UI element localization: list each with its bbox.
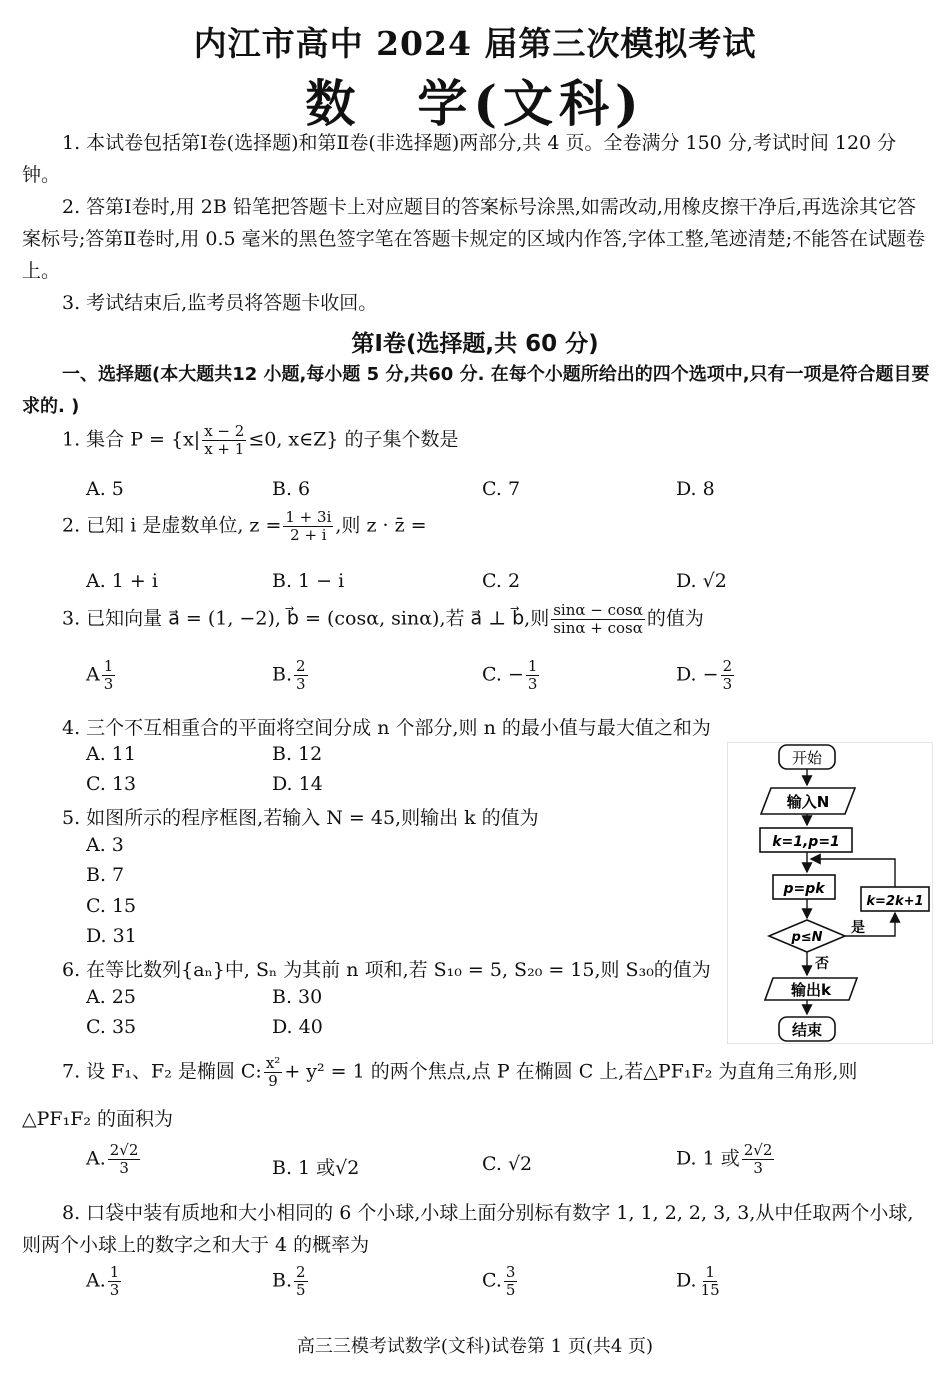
q7-a-den: 3 (119, 1159, 129, 1177)
q8-a-num: 1 (109, 1263, 120, 1281)
q3-fraction (551, 602, 645, 637)
q8-c-frac (504, 1264, 518, 1299)
flow-init-text: k=1,p=1 (772, 834, 840, 850)
q3-frac-den: sinα + cosα (553, 619, 643, 637)
q2-option-c: C. 2 (482, 570, 521, 592)
subject-title: 数 学(文科) (305, 74, 645, 133)
instruction-2: 2. 答第Ⅰ卷时,用 2B 铅笔把答题卡上对应题目的答案标号涂黑,如需改动,用橡皮擦干净后,再选涂其它答案标号;答第Ⅱ卷时,用 0.5 毫米的黑色签字笔在答题卡规定的区域内作答,字体工整,笔迹清楚;不能答在试题卷上。 (22, 196, 926, 282)
q2-option-d-sqrt: √2 (702, 570, 727, 592)
program-flowchart (727, 742, 933, 1044)
q3-option-d (676, 658, 736, 693)
flow-cond-text: p≤N (791, 930, 823, 945)
q7-option-b: B. 1 或√2 (272, 1157, 360, 1179)
q8-option-d (676, 1264, 724, 1299)
question-6: 6. 在等比数列{aₙ}中, Sₙ 为其前 n 项和,若 S₁₀ = 5, S₂₀ = 15,则 S₃₀的值为 (62, 959, 711, 981)
q7-suffix: + y² = 1 的两个焦点,点 P 在椭圆 C 上,若△PF₁F₂ 为直角三角形,则 (284, 1060, 858, 1083)
q3-option-c (482, 658, 541, 693)
question-3 (62, 602, 704, 637)
flow-start-text: 开始 (791, 749, 823, 767)
q3-a-label: A (86, 663, 100, 686)
q7-d-label: D. 1 或 (676, 1147, 740, 1170)
q7-a-label: A. (86, 1147, 106, 1170)
q3-b-label: B. (272, 663, 293, 686)
q8-c-num: 3 (505, 1263, 516, 1281)
q4-option-c: C. 13 (86, 773, 137, 795)
q8-b-frac (294, 1264, 308, 1299)
q6-option-b: B. 30 (272, 986, 323, 1008)
instruction-1: 1. 本试卷包括第Ⅰ卷(选择题)和第Ⅱ卷(非选择题)两部分,共 4 页。全卷满分 150 分,考试时间 120 分钟。 (22, 132, 897, 186)
q8-a-label: A. (86, 1269, 106, 1292)
question-1 (62, 423, 459, 458)
question-8: 8. 口袋中装有质地和大小相同的 6 个小球,小球上面分别标有数字 1, 1, 2, 2, 3, 3,从中任取两个小球,则两个小球上的数字之和大于 4 的概率为 (22, 1202, 914, 1256)
q7-option-d (676, 1142, 776, 1177)
q3-frac-num: sinα − cosα (553, 601, 643, 619)
exam-title: 内江市高中 2024 届第三次模拟考试 (193, 24, 757, 63)
flow-update-text: k=2k+1 (866, 894, 924, 909)
q3-c-label: C. − (482, 663, 524, 686)
q5-option-c: C. 15 (86, 895, 137, 917)
q8-d-den: 15 (700, 1281, 720, 1299)
q8-c-label: C. (482, 1269, 502, 1292)
q7-line2: △PF₁F₂ 的面积为 (22, 1108, 174, 1130)
q6-option-c: C. 35 (86, 1016, 137, 1038)
q3-option-a (86, 658, 117, 693)
q3-suffix: 的值为 (646, 607, 704, 630)
q3-c-frac (526, 658, 540, 693)
q8-b-label: B. (272, 1269, 293, 1292)
q7-frac-num: x² (265, 1054, 281, 1072)
q7-option-c: C. √2 (482, 1153, 533, 1175)
q3-a-den: 3 (103, 675, 114, 693)
q1-option-c: C. 7 (482, 478, 521, 500)
q2-frac-num: 1 + 3i (285, 508, 332, 526)
q2-frac-den: 2 + i (290, 526, 327, 544)
q5-option-a: A. 3 (86, 834, 124, 856)
q5-option-d: D. 31 (86, 925, 137, 947)
q8-option-a (86, 1264, 123, 1299)
q8-d-frac (699, 1264, 722, 1299)
q6-option-a: A. 25 (86, 986, 136, 1008)
q7-d-num: 2√2 (743, 1141, 773, 1159)
q2-suffix: ,则 z · z̄ = (335, 514, 427, 537)
question-4: 4. 三个不互相重合的平面将空间分成 n 个部分,则 n 的最小值与最大值之和为 (62, 717, 711, 739)
q6-option-d: D. 40 (272, 1016, 323, 1038)
section-intro: 一、选择题(本大题共12 小题,每小题 5 分,共60 分. 在每个小题所给出的四个选项中,只有一项是符合题目要求的. ) (22, 364, 930, 417)
q8-c-den: 5 (505, 1281, 516, 1299)
q1-prefix: 1. 集合 P = {x| (62, 428, 201, 451)
q3-option-b (272, 658, 310, 693)
q7-option-a (86, 1142, 142, 1177)
q2-fraction (283, 509, 333, 544)
q7-fraction (264, 1055, 282, 1090)
q1-option-b: B. 6 (272, 478, 311, 500)
q4-option-a: A. 11 (86, 743, 136, 765)
section-title: 第Ⅰ卷(选择题,共 60 分) (351, 331, 599, 357)
q8-a-frac (108, 1264, 122, 1299)
q3-c-den: 3 (527, 675, 538, 693)
q8-a-den: 3 (109, 1281, 120, 1299)
q8-b-den: 5 (296, 1281, 306, 1299)
q3-b-num: 2 (296, 657, 306, 675)
q3-b-frac (294, 658, 308, 693)
q1-suffix: ≤0, x∈Z} 的子集个数是 (248, 428, 459, 451)
q1-option-a: A. 5 (86, 478, 124, 500)
q3-a-frac (102, 658, 116, 693)
flow-input-text: 输入N (786, 793, 830, 811)
q8-option-c (482, 1264, 519, 1299)
q8-d-num: 1 (705, 1263, 715, 1281)
flow-end-text: 结束 (791, 1021, 823, 1039)
q7-prefix: 7. 设 F₁、F₂ 是椭圆 C: (62, 1060, 262, 1083)
q3-b-den: 3 (296, 675, 306, 693)
q2-option-b: B. 1 − i (272, 570, 345, 592)
q7-d-den: 3 (753, 1159, 763, 1177)
q7-frac-den: 9 (268, 1072, 278, 1090)
flow-yes-label: 是 (851, 920, 865, 936)
q7-d-frac (742, 1142, 775, 1177)
q8-d-label: D. (676, 1269, 697, 1292)
q1-fraction (202, 423, 246, 458)
q3-d-frac (721, 658, 735, 693)
q8-b-num: 2 (296, 1263, 306, 1281)
q3-d-num: 2 (722, 657, 733, 675)
q8-option-b (272, 1264, 310, 1299)
q2-option-d (676, 570, 727, 592)
flow-no-label: 否 (815, 956, 829, 972)
page-footer: 高三三模考试数学(文科)试卷第 1 页(共4 页) (296, 1336, 654, 1357)
instruction-3: 3. 考试结束后,监考员将答题卡收回。 (62, 292, 378, 314)
q3-prefix: 3. 已知向量 a⃗ = (1, −2), b⃗ = (cosα, sinα),若 a⃗ ⊥ b⃗,则 (62, 607, 550, 630)
flow-mult-text: p=pk (783, 881, 825, 897)
question-2 (62, 509, 427, 544)
q3-a-num: 1 (103, 657, 114, 675)
q1-option-d: D. 8 (676, 478, 715, 500)
q4-option-d: D. 14 (272, 773, 323, 795)
question-5: 5. 如图所示的程序框图,若输入 N = 45,则输出 k 的值为 (62, 807, 539, 829)
flow-output-text: 输出k (791, 981, 831, 999)
q2-option-a: A. 1 + i (86, 570, 158, 592)
q1-frac-num: x − 2 (204, 422, 245, 440)
q3-d-label: D. − (676, 663, 719, 686)
q7-a-num: 2√2 (109, 1141, 139, 1159)
q1-frac-den: x + 1 (204, 440, 245, 458)
q5-option-b: B. 7 (86, 864, 125, 886)
q3-c-num: 1 (527, 657, 538, 675)
q2-prefix: 2. 已知 i 是虚数单位, z = (62, 514, 282, 537)
question-7 (62, 1055, 857, 1090)
q4-option-b: B. 12 (272, 743, 323, 765)
q7-a-frac (108, 1142, 141, 1177)
q3-d-den: 3 (722, 675, 733, 693)
q2-option-d-label: D. (676, 570, 703, 592)
